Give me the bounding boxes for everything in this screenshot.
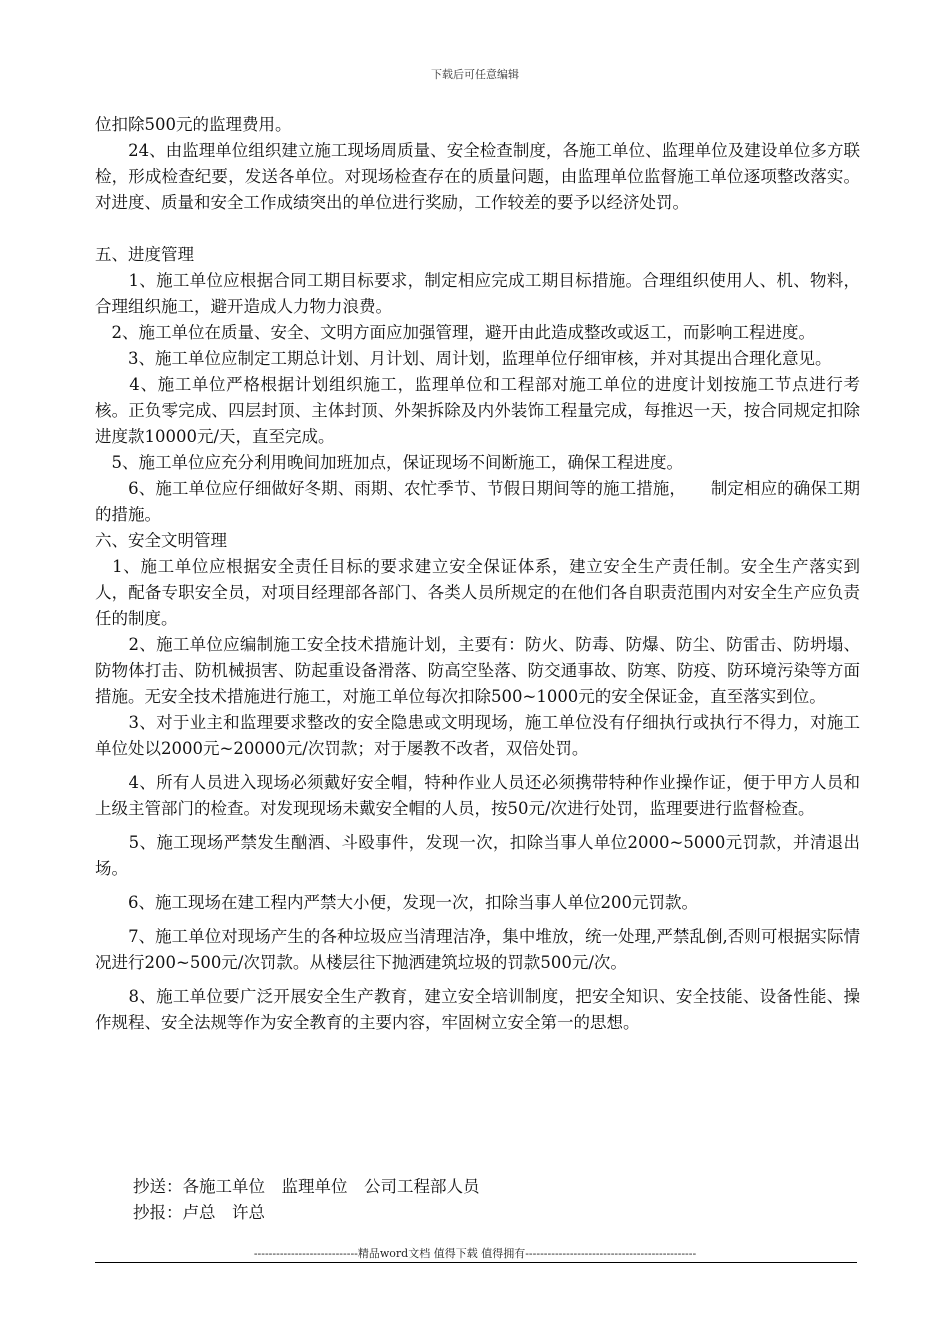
safety-item-8: 8、施工单位要广泛开展安全生产教育，建立安全培训制度，把安全知识、安全技能、设备性能、操作规程、安全法规等作为安全教育的主要内容，牢固树立安全第一的思想。: [95, 987, 860, 1032]
schedule-item-2: 2、施工单位在质量、安全、文明方面应加强管理，避开由此造成整改或返工，而影响工程进度。: [95, 323, 815, 342]
safety-item-1: 1、施工单位应根据安全责任目标的要求建立安全保证体系，建立安全生产责任制。安全生产落实到人，配备专职安全员，对项目经理部各部门、各类人员所规定的在他们各自职责范围内对安全生产应负责任的制度。: [95, 557, 860, 628]
safety-item-5: 5、施工现场严禁发生酗酒、斗殴事件，发现一次，扣除当事人单位2000~5000元罚款，并清退出场。: [95, 833, 860, 878]
cc-send: 抄送：各施工单位 监理单位 公司工程部人员: [133, 1177, 480, 1196]
schedule-item-3: 3、施工单位应制定工期总计划、月计划、周计划，监理单位仔细审核，并对其提出合理化意见。: [95, 349, 832, 368]
safety-item-6: 6、施工现场在建工程内严禁大小便，发现一次，扣除当事人单位200元罚款。: [95, 893, 698, 912]
safety-item-4: 4、所有人员进入现场必须戴好安全帽，特种作业人员还必须携带特种作业操作证，便于甲方人员和上级主管部门的检查。对发现现场未戴安全帽的人员，按50元/次进行处罚，监理要进行监督检查。: [95, 773, 860, 818]
footer-divider: [95, 1262, 857, 1263]
page-footer: ----------------------------精品word文档 值得下载 值得拥有----------------------------------------------: [253, 1247, 697, 1260]
safety-item-7: 7、施工单位对现场产生的各种垃圾应当清理洁净，集中堆放，统一处理,严禁乱倒,否则可根据实际情况进行200~500元/次罚款。从楼层往下抛洒建筑垃圾的罚款500元/次。: [95, 927, 860, 972]
safety-item-2: 2、施工单位应编制施工安全技术措施计划，主要有：防火、防毒、防爆、防尘、防雷击、防坍塌、防物体打击、防机械损害、防起重设备滑落、防高空坠落、防交通事故、防寒、防疫、防环境污染等方面措施。无安全技术措施进行施工，对施工单位每次扣除500~1000元的安全保证金，直至落实到位。: [95, 635, 860, 706]
schedule-item-5: 5、施工单位应充分利用晚间加班加点，保证现场不间断施工，确保工程进度。: [95, 453, 683, 472]
safety-item-3: 3、对于业主和监理要求整改的安全隐患或文明现场，施工单位没有仔细执行或执行不得力，对施工单位处以2000元~20000元/次罚款；对于屡教不改者，双倍处罚。: [95, 713, 860, 758]
page-header: 下载后可任意编辑: [431, 68, 519, 81]
cc-report: 抄报：卢总 许总: [133, 1203, 265, 1222]
document-body: [95, 112, 860, 1036]
paragraph-continuation: 位扣除500元的监理费用。: [95, 115, 292, 134]
paragraph-item-24: 24、由监理单位组织建立施工现场周质量、安全检查制度，各施工单位、监理单位及建设单位多方联检，形成检查纪要，发送各单位。对现场检查存在的质量问题，由监理单位监督施工单位逐项整改落实。对进度、质量和安全工作成绩突出的单位进行奖励，工作较差的要予以经济处罚。: [95, 141, 860, 212]
schedule-item-6: 6、施工单位应仔细做好冬期、雨期、农忙季节、节假日期间等的施工措施， 制定相应的确保工期的措施。: [95, 479, 860, 524]
section-title-schedule: 五、进度管理: [95, 245, 194, 264]
section-title-safety: 六、安全文明管理: [95, 531, 227, 550]
schedule-item-4: 4、施工单位严格根据计划组织施工，监理单位和工程部对施工单位的进度计划按施工节点进行考核。正负零完成、四层封顶、主体封顶、外架拆除及内外装饰工程量完成，每推迟一天，按合同规定扣除进度款10000元/天，直至完成。: [95, 375, 860, 446]
schedule-item-1: 1、施工单位应根据合同工期目标要求，制定相应完成工期目标措施。合理组织使用人、机、物料，合理组织施工，避开造成人力物力浪费。: [95, 271, 860, 316]
